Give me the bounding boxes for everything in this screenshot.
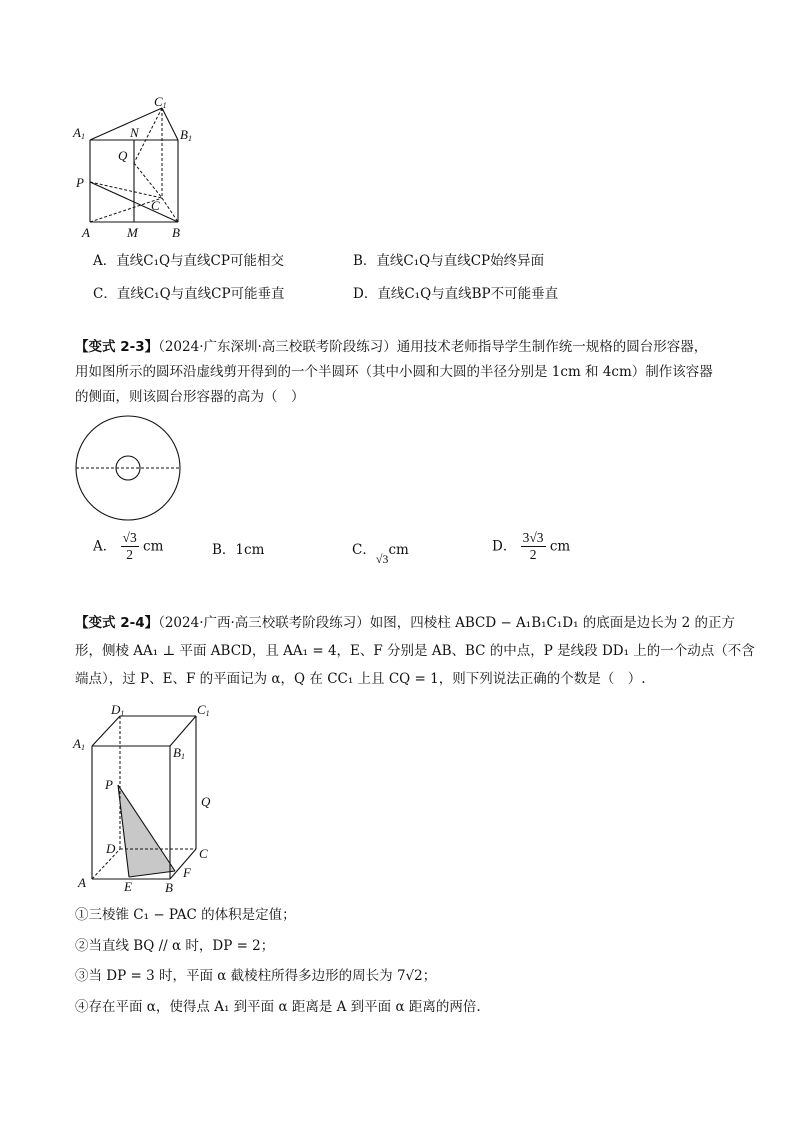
q3-line-3: 端点），过 P、E、F 的平面记为 α，Q 在 CC₁ 上且 CQ = 1，则下列说法正确的个数是（ ）. — [75, 671, 646, 687]
q3-text-1: （2024·广西·高三校联考阶段练习）如图，四棱柱 ABCD − A₁B₁C₁D₁ 的底面是边长为 2 的正方 — [158, 615, 735, 631]
q3-statement-2: ②当直线 BQ // α 时，DP = 2； — [75, 938, 275, 954]
q1-option-c[interactable]: C．直线C₁Q与直线CP可能垂直 — [93, 286, 285, 302]
label-C: C — [151, 198, 160, 213]
label-M: M — [127, 225, 138, 240]
q2-line-2: 用如图所示的圆环沿虚线剪开得到的一个半圆环（其中小圆和大圆的半径分别是 1cm 和 4cm）制作该容器 — [75, 364, 713, 380]
label-N: N — [130, 125, 139, 140]
figure-prism-1 — [70, 92, 200, 242]
q3-line-1 — [75, 614, 735, 632]
q1-option-b[interactable]: B．直线C₁Q与直线CP始终异面 — [353, 253, 545, 269]
q2-text-1: 通用技术老师指导学生制作统一规格的圆台形容器， — [396, 339, 708, 355]
label-P: P — [76, 175, 84, 190]
q1-option-a[interactable]: A．直线C₁Q与直线CP可能相交 — [93, 253, 284, 269]
label-C1: C1 — [154, 94, 167, 110]
label-A1: A1 — [73, 736, 85, 752]
label-F: F — [183, 865, 191, 880]
q1-option-d[interactable]: D．直线C₁Q与直线BP不可能垂直 — [353, 286, 559, 302]
figure-prism-2 — [70, 700, 230, 900]
q2-option-b[interactable]: B．1cm — [212, 542, 265, 558]
q3-line-2: 形，侧棱 AA₁ ⊥ 平面 ABCD，且 AA₁ = 4，E、F 分别是 AB、BC 的中点，P 是线段 DD₁ 上的一个动点（不含 — [75, 643, 755, 659]
label-A: A — [82, 225, 90, 240]
label-B1: B1 — [180, 127, 192, 143]
q3-statement-4: ④存在平面 α，使得点 A₁ 到平面 α 距离是 A 到平面 α 距离的两倍. — [75, 999, 481, 1015]
label-A1: A1 — [73, 125, 85, 141]
q2-option-c[interactable]: C．√3cm — [352, 542, 409, 566]
label-A: A — [78, 875, 86, 890]
q3-statement-1: ①三棱锥 C₁ − PAC 的体积是定值； — [75, 907, 296, 923]
label-P: P — [105, 777, 113, 792]
label-C: C — [199, 846, 208, 861]
label-C1: C1 — [197, 702, 210, 718]
label-D: D — [106, 841, 116, 856]
q2-option-d[interactable]: D． $\frac{3√3}{2}$ cm — [492, 530, 571, 562]
q3-statement-3: ③当 DP = 3 时，平面 α 截棱柱所得多边形的周长为 7√2； — [75, 968, 437, 984]
q2-line-1 — [75, 338, 707, 356]
q2-option-a[interactable]: A． $\frac{√3}{2}$ cm — [93, 530, 164, 562]
label-Q: Q — [118, 148, 128, 163]
label-B1: B1 — [173, 745, 185, 761]
figure-annulus — [74, 414, 182, 522]
q2-tag: 【变式 2-3】 — [75, 339, 159, 355]
label-E: E — [124, 879, 132, 894]
q3-tag: 【变式 2-4】 — [75, 615, 159, 631]
q2-line-3: 的侧面，则该圆台形容器的高为（ ） — [75, 389, 305, 405]
label-B: B — [172, 225, 180, 240]
label-Q: Q — [201, 794, 211, 809]
label-D1: D1 — [111, 702, 125, 718]
q2-source: （2024·广东深圳·高三校联考阶段练习） — [158, 339, 397, 355]
label-B: B — [165, 880, 173, 895]
